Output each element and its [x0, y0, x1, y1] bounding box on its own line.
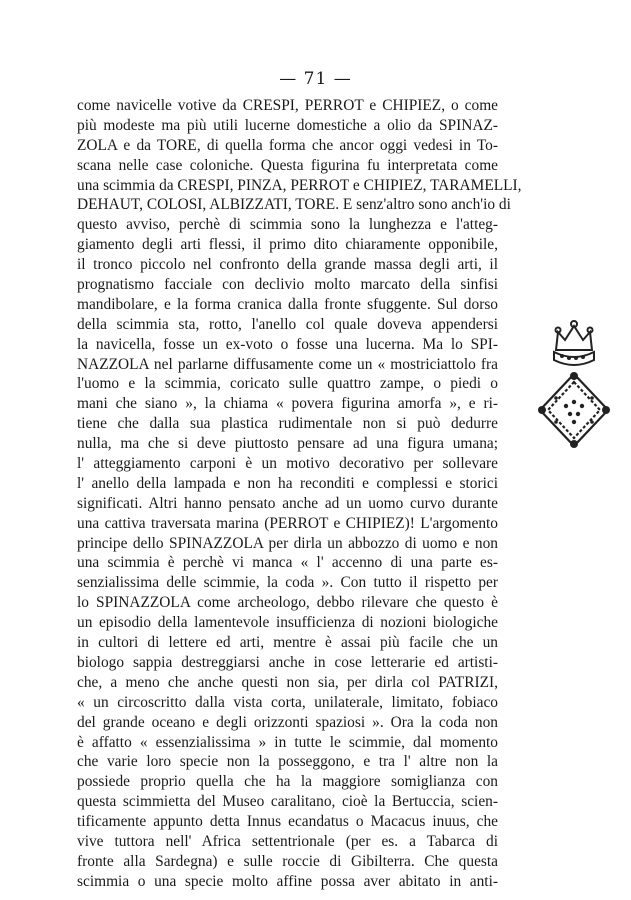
text-line: la navicella, fosse un ex-voto o fosse una lucerna. Ma lo SPI-: [77, 335, 498, 353]
text-line: come navicelle votive da CRESPI, PERROT e CHIPIEZ, o come: [77, 97, 498, 114]
text-line: scimmia o una specie molto affine possa aver abitato in anti-: [77, 872, 498, 890]
text-line: « un circoscritto dalla vista corta, unilaterale, limitato, fobiaco: [77, 693, 498, 711]
text-line: mandibolare, e la forma cranica dalla fronte sfuggente. Sul dorso: [77, 295, 498, 313]
text-line: scana nelle case coloniche. Questa figurina fu interpretata come: [77, 156, 498, 174]
text-line: l' anello della lampada e non ha reconditi e complessi e storici: [77, 474, 498, 492]
text-line: vive tuttora nell' Africa settentrionale (per es. a Tabarca di: [77, 832, 498, 850]
text-line: significati. Altri hanno pensato anche ad un uomo curvo durante: [77, 494, 498, 512]
text-line: DEHAUT, COLOSI, ALBIZZATI, TORE. E senz'altro sono anch'io di: [77, 196, 511, 214]
text-line: prognatismo facciale con declivio molto marcato della sinfisi: [77, 276, 498, 294]
text-line: tificamente appunto detta Innus ecandatus o Macacus inuus, che: [77, 813, 498, 831]
text-line: possiede proprio quella che ha la maggiore somiglianza con: [77, 773, 498, 791]
text-line: fronte alla Sardegna) e sulle roccie di Gibilterra. Che questa: [77, 852, 498, 870]
body-text: [77, 96, 522, 892]
text-line: questo avviso, perchè di scimmia sono la lunghezza e l'atteg-: [77, 216, 498, 234]
text-line: in cultori di lettere ed arti, mentre è assai più facile che un: [77, 634, 498, 652]
text-line: una cattiva traversata marina (PERROT e CHIPIEZ)! L'argomento: [77, 514, 498, 532]
text-line: una scimmia è perchè vi manca « l' accenno di una parte es-: [77, 554, 498, 572]
text-line: un episodio della lamentevole insufficienza di nozioni biologiche: [77, 614, 498, 632]
text-line: senzialissima delle scimmie, la coda ». Con tutto il rispetto per: [77, 574, 498, 592]
text-line: l' atteggiamento carponi è un motivo decorativo per sollevare: [77, 455, 498, 473]
text-line: biologo sappia destreggiarsi anche in cose letterarie ed artisti-: [77, 653, 498, 671]
text-line: questa scimmietta del Museo caralitano, cioè la Bertuccia, scien-: [77, 793, 498, 811]
page-number: — 71 —: [279, 69, 352, 89]
text-line: della scimmia sta, rotto, l'anello col quale doveva appendersi: [77, 315, 498, 333]
text-line: l'uomo e la scimmia, coricato sulle quattro zampe, o piedi o: [77, 375, 498, 393]
text-line: del grande oceano e degli orizzonti spaziosi ». Ora la coda non: [77, 713, 498, 731]
text-line: NAZZOLA nel parlarne diffusamente come un « mostriciattolo fra: [77, 355, 498, 373]
text-line: principe dello SPINAZZOLA per dirla un abbozzo di uomo e non: [77, 534, 498, 552]
text-line: lo SPINAZZOLA come archeologo, debbo rilevare che questo è: [77, 594, 498, 612]
text-line: il tronco piccolo nel confronto della grande massa degli arti, il: [77, 256, 498, 274]
text-line: una scimmia da CRESPI, PINZA, PERROT e CHIPIEZ, TARAMELLI,: [77, 176, 522, 194]
text-line: più modeste ma più utili lucerne domestiche a olio da SPINAZ-: [77, 116, 498, 134]
text-line: che, a meno che anche questi non sia, per dirla col PATRIZI,: [77, 673, 498, 691]
text-line: è affatto « essenzialissima » in tutte le scimmie, dal momento: [77, 733, 498, 751]
text-line: giamento degli arti flessi, il primo dito chiaramente opponibile,: [77, 236, 498, 254]
text-line: che varie loro specie non la posseggono, e tra l' altre non la: [77, 753, 498, 771]
text-line: ZOLA e da TORE, di quella forma che ancor oggi vedesi in To-: [77, 136, 498, 154]
text-line: mani che siano », la chiama « povera figurina amorfa », e ri-: [77, 395, 498, 413]
text-line: nulla, ma che si deve piuttosto pensare ad una figura umana;: [77, 435, 498, 453]
text-line: tiene che dalla sua plastica rudimentale non si può dedurre: [77, 415, 498, 433]
library-stamp-icon: [536, 318, 612, 468]
